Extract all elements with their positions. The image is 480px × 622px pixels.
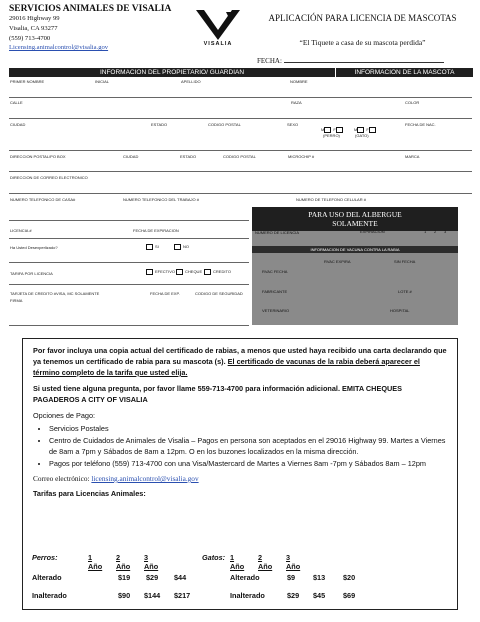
divider [9,150,472,151]
last-name-label: APELLIDO [181,79,201,84]
divider [9,284,249,285]
pet-name-label: NOMBRE [290,79,308,84]
cat-unaltered-label: Inalterado [230,591,265,600]
logo-chevron-icon [188,8,248,42]
list-item: • Pagos por teléfono (559) 713-4700 con una Visa/Mastercard de Martes a Viernes 8am -7pm y Sábados 8am – 12pm [49,458,447,469]
neutered-yes-checkbox[interactable] [146,244,153,250]
home-phone-label: NUMERO TELEFONICO DE CASA# [10,197,76,202]
rabies-vaccine-bar: INFORMACION DE VACUNA CONTRA LA RABIA [252,246,458,253]
org-city: Visalia, CA 93277 [9,25,58,32]
sex-m-label: M [321,127,325,133]
shelter-exp-label: EXPIRACION [360,229,385,234]
pay-credit-label: CREDITO [213,269,231,275]
city2-label: CIUDAD [123,154,139,159]
hospital-label: HOSPITAL [390,308,410,313]
payment-options-heading: Opciones de Pago: [33,411,96,420]
page-subtitle: “El Tiquete a casa de su mascota perdida” [299,38,426,47]
sex-m2-label: M [354,127,358,133]
payment-options-list [33,423,447,469]
sex-f-label: F [333,127,336,133]
sex-label: SEXO [287,122,299,127]
manufacturer-label: FABRICANTE [262,289,288,294]
neutered-no-checkbox[interactable] [174,244,181,250]
dog-year-3: 3 Año [144,553,159,571]
cats-label: Gatos: [202,553,226,562]
divider [9,238,249,239]
brand-label: MARCA [405,154,420,159]
state-label: ESTADO [151,122,168,127]
color-label: COLOR [405,100,420,105]
dog-altered-1: $19 [118,573,131,582]
rabies-notice-underlined: El certificado de vacunas de la rabia deberá aparecer el término completo de la tarifa que usted elija. [33,357,420,377]
shelter-title-1: PARA USO DEL ALBERGUE [308,210,402,219]
logo-text: VISALIA [203,41,233,47]
cat-year-2: 2 Año [258,553,273,571]
vet-label: VETERINARIO [262,308,290,313]
neutered-yes-label: SI [155,244,159,250]
org-address: 29016 Highway 99 [9,15,60,22]
card-exp-label: FECHA DE EXP. [150,291,180,296]
rabies-certificate-notice [33,345,447,378]
dogs-label: Perros: [32,553,58,562]
city-label: CIUDAD [10,122,26,127]
shelter-use-box [252,207,458,325]
cat-altered-2: $13 [313,573,326,582]
email-link[interactable]: licensing.animalcontrol@visalia.gov [91,474,199,483]
neutered-yes[interactable] [146,244,159,250]
visalia-logo [188,8,248,52]
sin-fecha-label: SIN FECHA [394,259,416,264]
pay-credit[interactable] [204,269,231,275]
rvac-fecha-label: RVAC FECHA [262,269,288,274]
email-line-label: Correo electrónico: [33,474,92,483]
mailing-address-label: DIRECCION POSTAL/PO BOX [10,154,66,159]
lot-label: LOTE # [398,289,412,294]
breed-label: RAZA [291,100,302,105]
cat-unaltered-1: $29 [287,591,300,600]
dog-altered-2: $29 [146,573,159,582]
neutered-no-label: NO [183,244,189,250]
org-name: SERVICIOS ANIMALES DE VISALIA [9,4,172,14]
street-label: CALLE [10,100,23,105]
dog-unaltered-label: Inalterado [32,591,67,600]
contact-notice: Si usted tiene alguna pregunta, por favor llame 559-713-4700 para información adicional. EMITA CHEQUES PAGADEROS A CITY OF VISALIA [33,384,402,404]
zip-label: CODIGO POSTAL [208,122,241,127]
divider [9,97,472,98]
divider [9,171,472,172]
org-block [9,4,171,51]
fecha-label: FECHA: [257,57,282,65]
pay-check-label: CHEQUE [185,269,203,275]
fecha-line[interactable] [284,62,444,63]
list-item: • Centro de Cuidados de Animales de Visalia – Pagos en persona son aceptados en el 29016 Highway 99. Martes a Viernes de 8am a 7pm y Sábados de 8am a 12pm. O en los buzones localizados en la misma dirección. [49,435,447,457]
sex-f2-checkbox[interactable] [369,127,376,133]
email-label: DIRECCION DE CORREO ELECTRONICO [10,175,88,180]
work-phone-label: NUMERO TELEFONICO DEL TRABAJO # [123,197,199,202]
cat-year-1: 1 Año [230,553,245,571]
pay-cash[interactable] [146,269,175,275]
cat-unaltered-2: $45 [313,591,326,600]
divider [9,118,472,119]
neutered-label: Ha Usted Desexperlizado? [10,245,58,250]
license-fee-label: TARIFA POR LICENCIA [10,271,53,276]
org-email-link[interactable]: Licensing.animalcontrol@visalia.gov [9,44,109,51]
divider [9,325,249,326]
divider [9,220,249,221]
first-name-label: PRIMER NOMBRE [10,79,45,84]
shelter-num-2: 2 [434,229,437,234]
pay-credit-checkbox[interactable] [204,269,211,275]
cat-altered-1: $9 [287,573,296,582]
cell-phone-label: NUMERO DE TELEFONO CELULAR # [296,197,366,202]
sex-cat-note: (GATO) [355,133,369,138]
neutered-no[interactable] [174,244,189,250]
shelter-header [252,207,458,231]
license-num-label: LICENCIA # [10,228,32,233]
dog-year-2: 2 Año [116,553,131,571]
email-line [33,473,447,484]
pay-check-checkbox[interactable] [176,269,183,275]
rvac-expira-label: RVAC EXPIRA [324,259,351,264]
microchip-label: MICROCHIP # [288,154,315,159]
pay-check[interactable] [176,269,202,275]
zip2-label: CODIGO POSTAL [223,154,256,159]
owner-section-bar: INFORMACION DEL PROPIETARIO/ GUARDIAN [9,68,335,77]
sex-dog-note: (PERRO) [323,133,340,138]
cat-altered-3: $20 [343,573,356,582]
page-title: APLICACIÓN PARA LICENCIA DE MASCOTAS [268,13,457,23]
birthdate-label: FECHA DE NAC. [405,122,436,127]
pet-section-bar: INFORMACION DE LA MASCOTA [335,68,473,77]
dog-unaltered-1: $90 [118,591,131,600]
shelter-num-3: 3 [444,229,447,234]
pay-cash-label: EFECTIVO [155,269,176,275]
pay-cash-checkbox[interactable] [146,269,153,275]
initial-label: INICIAL [95,79,110,84]
dog-altered-label: Alterado [32,573,62,582]
dog-year-1: 1 Año [88,553,103,571]
signature-label: FIRMA [10,298,23,303]
security-code-label: CODIGO DE SEGURIDAD [195,291,243,296]
org-phone: (559) 713-4700 [9,35,51,42]
shelter-num-1: 1 [424,229,427,234]
dog-altered-3: $44 [174,573,187,582]
fecha-field[interactable] [257,57,444,65]
dog-unaltered-3: $217 [174,591,191,600]
shelter-title-2: SOLAMENTE [332,219,378,228]
card-number-label: TARJETA DE CREDITO #VISA, MC SOLAMENTE [10,291,100,296]
cat-year-3: 3 Año [286,553,301,571]
divider [9,262,249,263]
rabies-notice-text: Por favor incluya una copia actual del certificado de rabias, a menos que usted haya recibido una carta declarando que ya tenemos un certificado de rabia para su mascota (s). [33,346,447,366]
cat-altered-label: Alterado [230,573,260,582]
shelter-license-label: NUMERO DE LICENCIA [255,230,300,235]
dog-unaltered-2: $144 [144,591,161,600]
cat-unaltered-3: $69 [343,591,356,600]
sex-f2-label: F [366,127,369,133]
divider [9,193,472,194]
fees-title: Tarifas para Licencias Animales: [33,489,146,498]
state2-label: ESTADO [180,154,197,159]
expiration-label: FECHA DE EXPIRACION [133,228,179,233]
list-item: • Servicios Postales [49,423,447,434]
